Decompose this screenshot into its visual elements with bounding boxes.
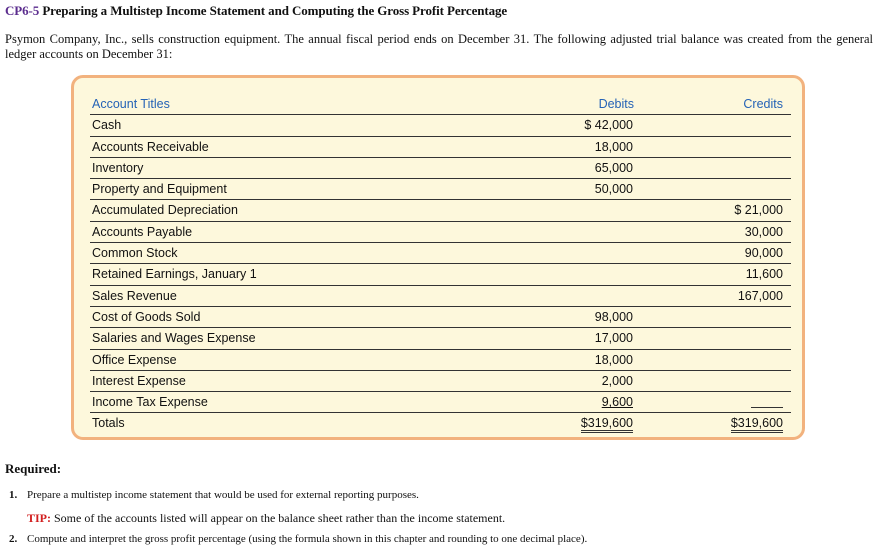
tip-text: Some of the accounts listed will appear on the balance sheet rather than the income statement. [54, 511, 506, 525]
credit-value: 30,000 [744, 224, 783, 239]
account-title: Accumulated Depreciation [92, 203, 238, 218]
account-title: Accounts Payable [92, 224, 193, 239]
account-title: Income Tax Expense [92, 395, 208, 410]
tip-note [27, 511, 505, 526]
intro-paragraph: Psymon Company, Inc., sells construction equipment. The annual fiscal period ends on December 31. The following adjusted trial balance was created from the general ledger accounts on December 31: [5, 32, 873, 61]
total-debits: $319,600 [581, 416, 633, 433]
table-row [90, 158, 791, 179]
debit-value: 98,000 [594, 309, 633, 324]
total-credits: $319,600 [731, 416, 783, 433]
problem-title [5, 3, 507, 19]
tip-label: TIP: [27, 511, 51, 525]
table-row [90, 137, 791, 158]
account-title: Sales Revenue [92, 288, 177, 303]
account-title: Cost of Goods Sold [92, 309, 201, 324]
table-row [90, 264, 791, 285]
header-debits: Debits [598, 97, 634, 111]
debit-value: 2,000 [601, 373, 633, 388]
table-row [90, 328, 791, 349]
table-header-row [90, 94, 791, 115]
table-row [90, 243, 791, 264]
table-row [90, 200, 791, 221]
debit-value: 18,000 [594, 139, 633, 154]
item-number: 1. [9, 489, 18, 501]
debit-value: 17,000 [594, 331, 633, 346]
required-item-2 [9, 533, 587, 545]
account-title: Interest Expense [92, 373, 186, 388]
credit-value: $ 21,000 [734, 203, 783, 218]
required-heading: Required: [5, 461, 62, 476]
table-row [90, 392, 791, 413]
account-title: Retained Earnings, January 1 [92, 267, 257, 282]
credit-value: 90,000 [744, 246, 783, 261]
table-row [90, 222, 791, 243]
totals-label: Totals [92, 416, 125, 431]
account-title: Cash [92, 118, 122, 133]
table-row [90, 307, 791, 328]
account-title: Common Stock [92, 246, 178, 261]
problem-heading: Preparing a Multistep Income Statement and Computing the Gross Profit Percentage [42, 3, 508, 18]
table-row [90, 350, 791, 371]
trial-balance-panel [71, 75, 805, 440]
table-row [90, 179, 791, 200]
header-credits: Credits [743, 97, 783, 111]
required-item-1 [9, 489, 419, 501]
debit-value: 50,000 [594, 182, 633, 197]
debit-value: 9,600 [601, 395, 633, 410]
account-title: Accounts Receivable [92, 139, 209, 154]
account-title: Property and Equipment [92, 182, 227, 197]
account-title: Office Expense [92, 352, 177, 367]
totals-row [90, 413, 791, 434]
credit-value: 167,000 [737, 288, 783, 303]
debit-value: 18,000 [594, 352, 633, 367]
trial-balance-table [90, 94, 791, 435]
table-row [90, 115, 791, 136]
item-text: Prepare a multistep income statement that would be used for external reporting purposes. [27, 489, 419, 501]
debit-value: $ 42,000 [584, 118, 633, 133]
item-text: Compute and interpret the gross profit percentage (using the formula shown in this chapter and rounding to one decimal place). [27, 533, 588, 545]
credit-value: 11,600 [745, 267, 783, 282]
item-number: 2. [9, 533, 18, 545]
account-title: Inventory [92, 160, 144, 175]
table-row [90, 371, 791, 392]
header-account-titles: Account Titles [92, 97, 170, 111]
table-row [90, 286, 791, 307]
problem-code: CP6-5 [5, 3, 40, 18]
account-title: Salaries and Wages Expense [92, 331, 256, 346]
debit-value: 65,000 [594, 160, 633, 175]
credit-underline [751, 407, 783, 408]
